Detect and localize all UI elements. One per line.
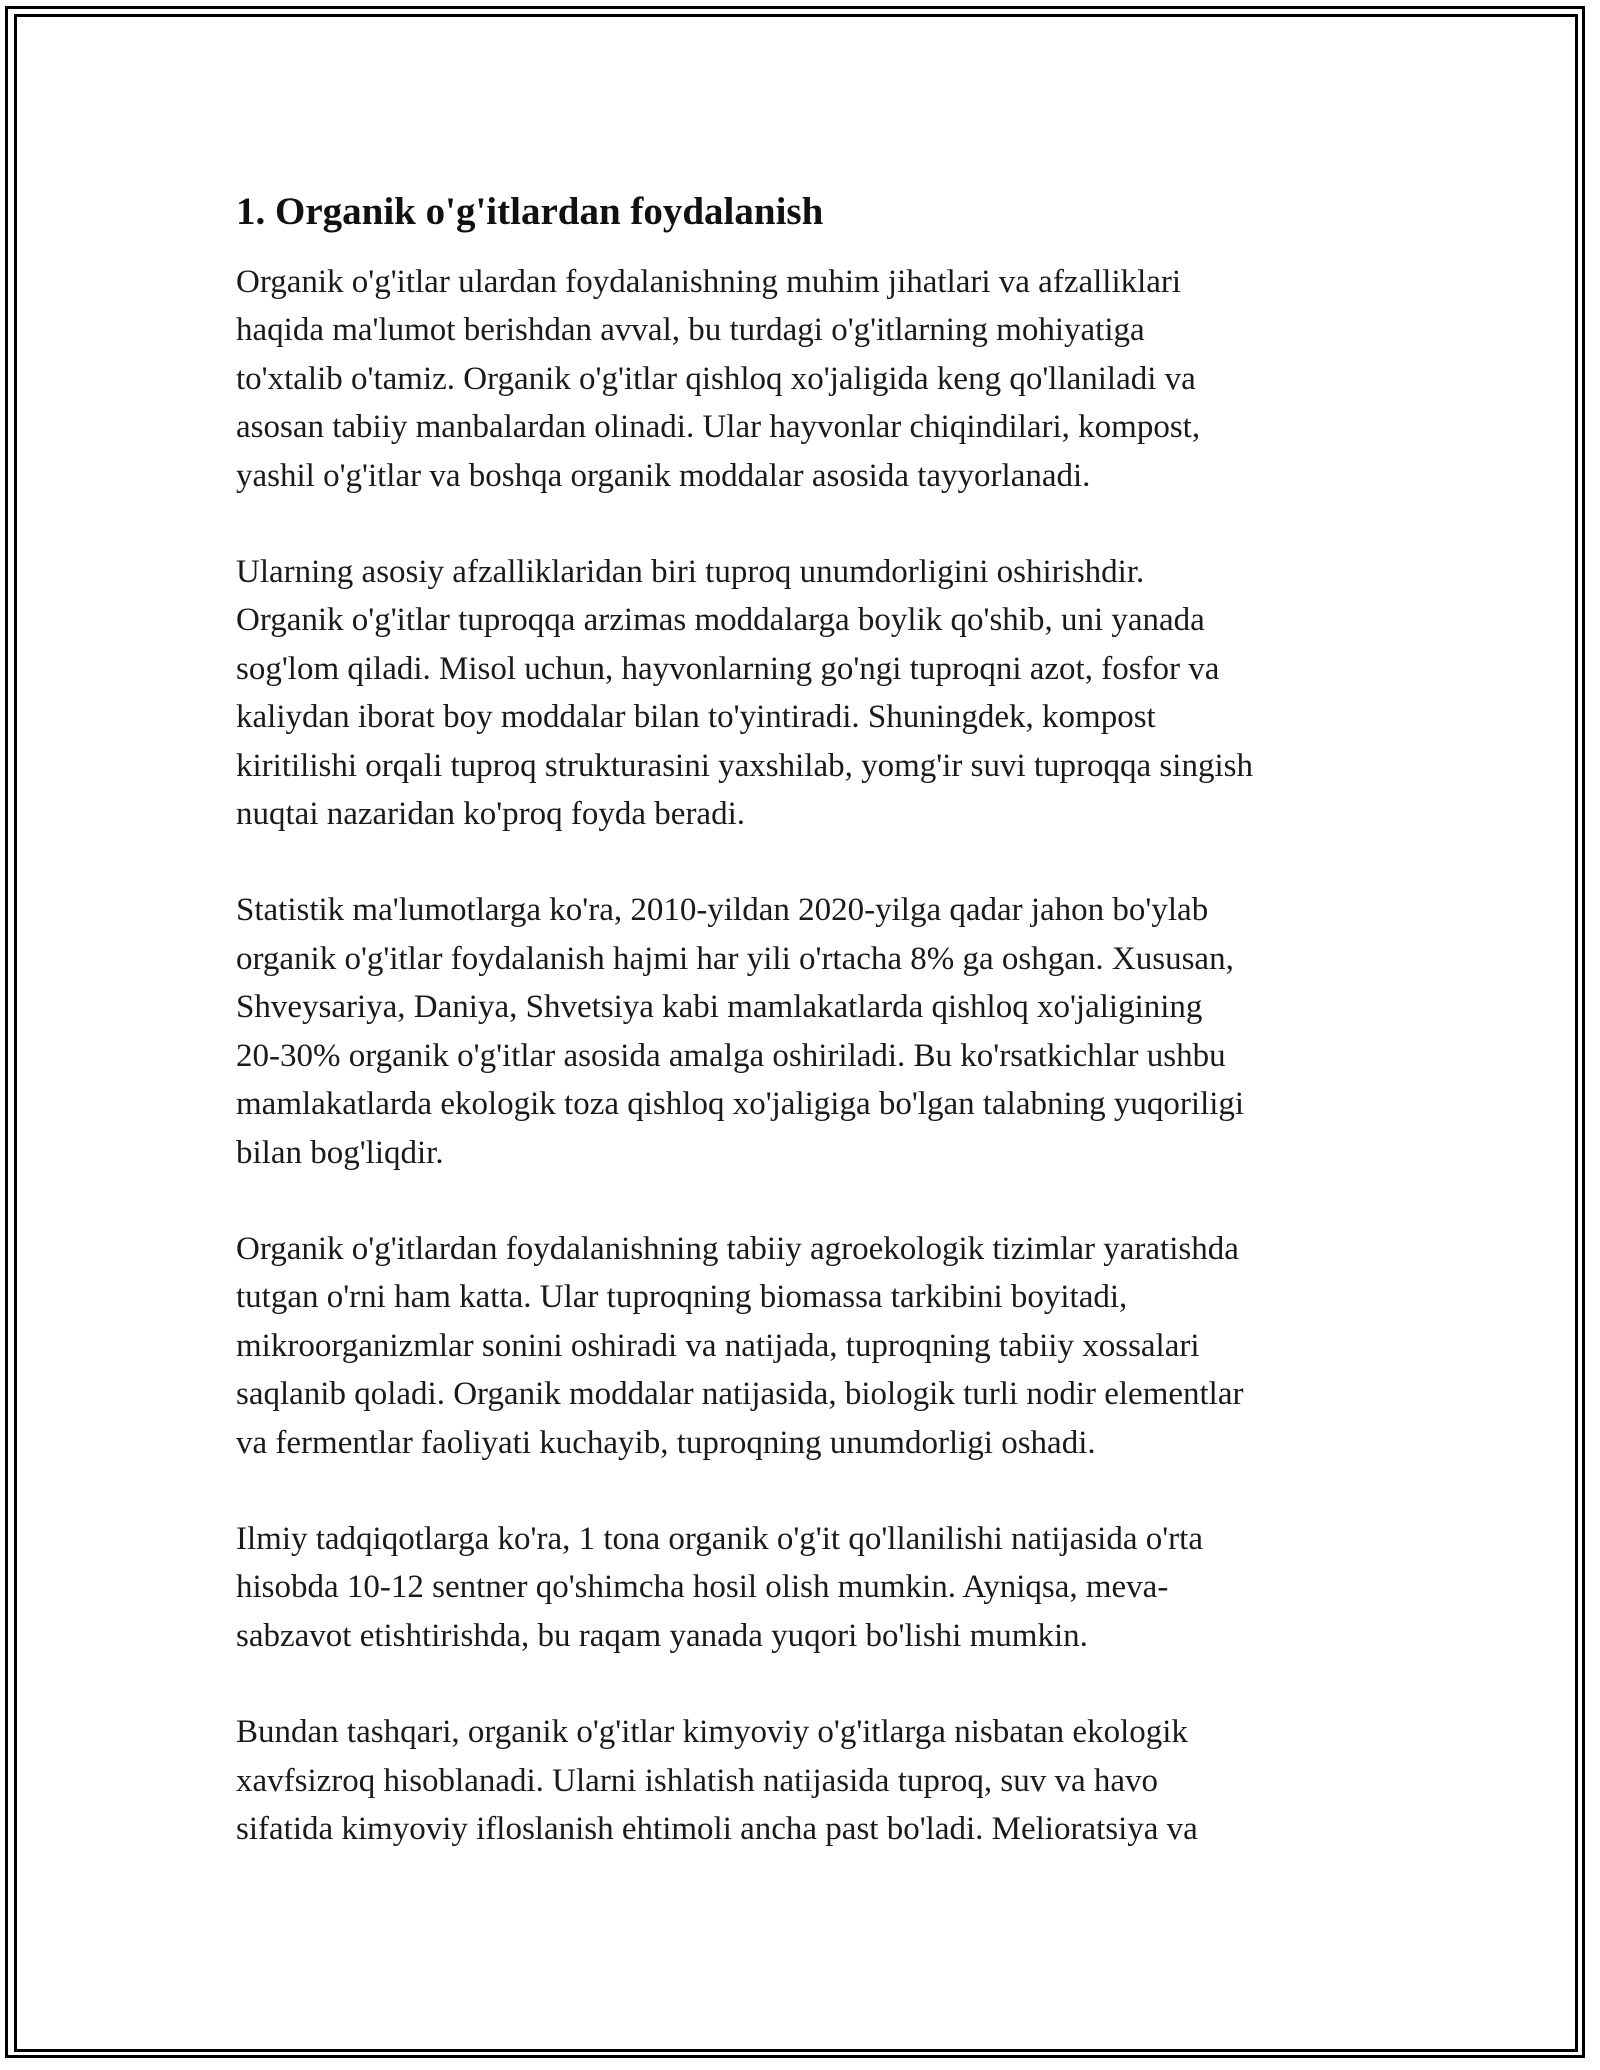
section-heading: 1. Organik o'g'itlardan foydalanish [236,190,824,233]
paragraph-line: mikroorganizmlar sonini oshiradi va natijada, tuproqning tabiiy xossalari [236,1327,1200,1364]
paragraph-line: Organik o'g'itlardan foydalanishning tabiiy agroekologik tizimlar yaratishda [236,1230,1239,1267]
paragraph-line: asosan tabiiy manbalardan olinadi. Ular hayvonlar chiqindilari, kompost, [236,409,1201,446]
paragraph-line: yashil o'g'itlar va boshqa organik moddalar asosida tayyorlanadi. [236,457,1091,494]
paragraph-line: kiritilishi orqali tuproq strukturasini yaxshilab, yomg'ir suvi tuproqqa singish [236,747,1253,784]
paragraph-line: 20-30% organik o'g'itlar asosida amalga oshiriladi. Bu ko'rsatkichlar ushbu [236,1037,1226,1074]
paragraph-line: sifatida kimyoviy ifloslanish ehtimoli ancha past bo'ladi. Melioratsiya va [236,1810,1198,1847]
paragraph-line: mamlakatlarda ekologik toza qishloq xo'jaligiga bo'lgan talabning yuqoriligi [236,1086,1245,1123]
paragraph-line: bilan bog'liqdir. [236,1134,444,1171]
paragraph-line: nuqtai nazaridan ko'proq foyda beradi. [236,796,746,833]
paragraph-line: tutgan o'rni ham katta. Ular tuproqning biomassa tarkibini boyitadi, [236,1279,1128,1316]
paragraph [236,258,1376,500]
paragraph-list [236,258,1376,1853]
paragraph-line: Ularning asosiy afzalliklaridan biri tuproq unumdorligini oshirishdir. [236,554,1145,591]
paragraph [236,1515,1376,1660]
paragraph-line: Bundan tashqari, organik o'g'itlar kimyoviy o'g'itlarga nisbatan ekologik [236,1714,1188,1751]
paragraph-line: Statistik ma'lumotlarga ko'ra, 2010-yildan 2020-yilga qadar jahon bo'ylab [236,892,1209,929]
paragraph-line: sabzavot etishtirishda, bu raqam yanada yuqori bo'lishi mumkin. [236,1617,1088,1654]
paragraph-line: kaliydan iborat boy moddalar bilan to'yintiradi. Shuningdek, kompost [236,699,1156,736]
paragraph-line: Ilmiy tadqiqotlarga ko'ra, 1 tona organik o'g'it qo'llanilishi natijasida o'rta [236,1520,1203,1557]
paragraph [236,1708,1376,1853]
paragraph-line: haqida ma'lumot berishdan avval, bu turdagi o'g'itlarning mohiyatiga [236,312,1145,349]
paragraph [236,1225,1376,1467]
paragraph-line: va fermentlar faoliyati kuchayib, tuproqning unumdorligi oshadi. [236,1424,1096,1461]
paragraph-line: xavfsizroq hisoblanadi. Ularni ishlatish natijasida tuproq, suv va havo [236,1762,1158,1799]
paragraph-line: sog'lom qiladi. Misol uchun, hayvonlarning go'ngi tuproqni azot, fosfor va [236,650,1220,687]
paragraph-line: saqlanib qoladi. Organik moddalar natijasida, biologik turli nodir elementlar [236,1376,1244,1413]
paragraph-line: organik o'g'itlar foydalanish hajmi har yili o'rtacha 8% ga oshgan. Xususan, [236,940,1234,977]
document-body [236,188,1376,1901]
paragraph-line: to'xtalib o'tamiz. Organik o'g'itlar qishloq xo'jaligida keng qo'llaniladi va [236,360,1196,397]
paragraph-line: Organik o'g'itlar ulardan foydalanishning muhim jihatlari va afzalliklari [236,264,1182,300]
paragraph-line: Organik o'g'itlar tuproqqa arzimas moddalarga boylik qo'shib, uni yanada [236,602,1205,639]
paragraph-line: Shveysariya, Daniya, Shvetsiya kabi mamlakatlarda qishloq xo'jaligining [236,989,1203,1026]
paragraph [236,886,1376,1176]
paragraph-line: hisobda 10-12 sentner qo'shimcha hosil olish mumkin. Ayniqsa, meva- [236,1569,1169,1606]
paragraph [236,548,1376,838]
